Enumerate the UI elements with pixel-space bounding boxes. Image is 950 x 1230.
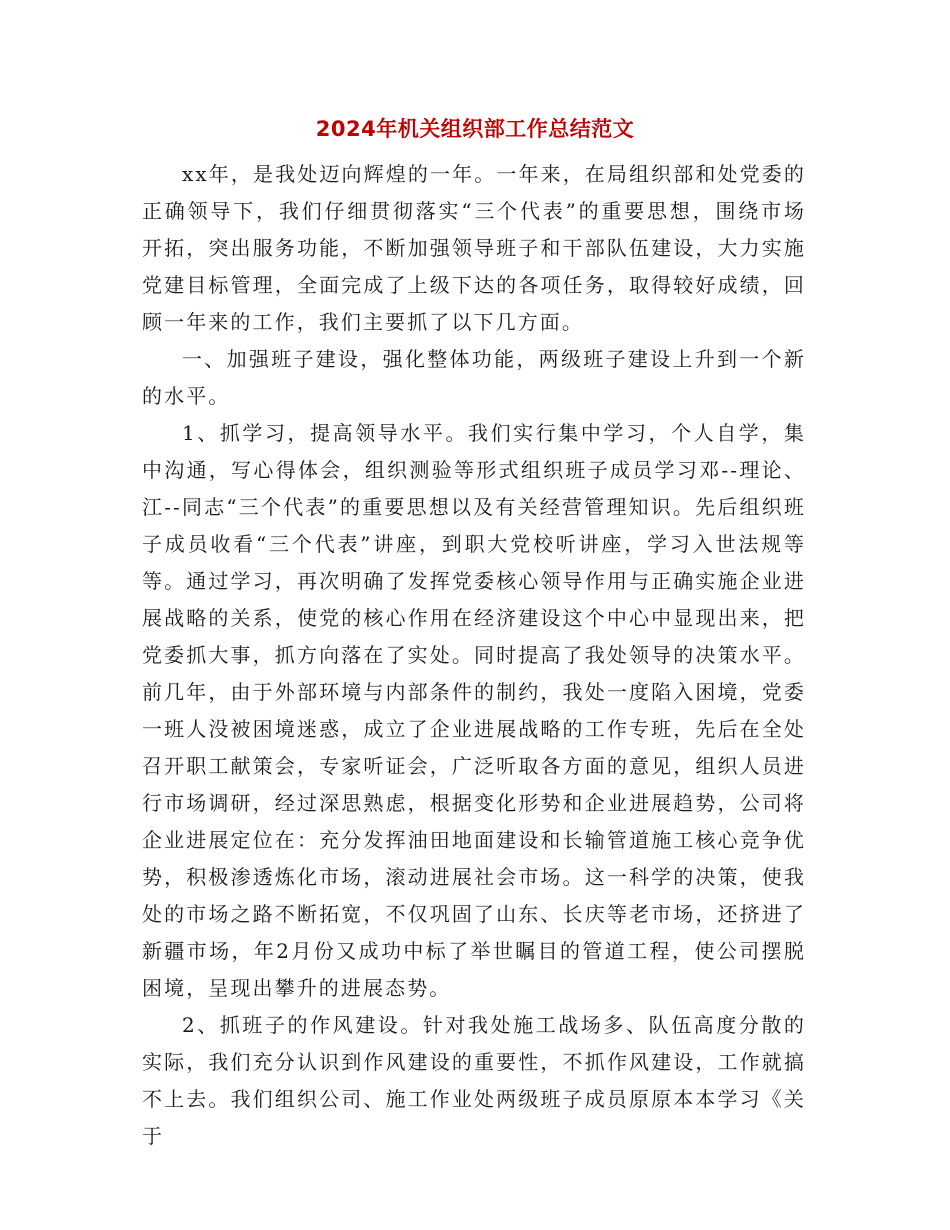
document-body — [142, 156, 806, 1155]
document-title: 2024年机关组织部工作总结范文 — [315, 117, 635, 141]
paragraph-study: 1、抓学习，提高领导水平。我们实行集中学习，个人自学，集中沟通，写心得体会，组织测验等形式组织班子成员学习邓--理论、江--同志“三个代表”的重要思想以及有关经营管理知识。先后组织班子成员收看“三个代表”讲座，到职大党校听讲座，学习入世法规等等。通过学习，再次明确了发挥党委核心领导作用与正确实施企业进展战略的关系，使党的核心作用在经济建设这个中心中显现出来，把党委抓大事，抓方向落在了实处。同时提高了我处领导的决策水平。前几年，由于外部环境与内部条件的制约，我处一度陷入困境，党委一班人没被困境迷惑，成立了企业进展战略的工作专班，先后在全处召开职工献策会，专家听证会，广泛听取各方面的意见，组织人员进行市场调研，经过深思熟虑，根据变化形势和企业进展趋势，公司将企业进展定位在：充分发挥油田地面建设和长输管道施工核心竞争优势，积极渗透炼化市场，滚动进展社会市场。这一科学的决策，使我处的市场之路不断拓宽，不仅巩固了山东、长庆等老市场，还挤进了新疆市场，年2月份又成功中标了举世瞩目的管道工程，使公司摆脱困境，呈现出攀升的进展态势。 — [142, 421, 806, 1000]
paragraph-work-style: 2、抓班子的作风建设。针对我处施工战场多、队伍高度分散的实际，我们充分认识到作风建设的重要性，不抓作风建设，工作就搞不上去。我们组织公司、施工作业处两级班子成员原原本本学习《关于 — [142, 1013, 806, 1148]
paragraph-section-heading: 一、加强班子建设，强化整体功能，两级班子建设上升到一个新的水平。 — [142, 347, 806, 408]
paragraph-intro: xx年，是我处迈向辉煌的一年。一年来，在局组织部和处党委的正确领导下，我们仔细贯彻落实“三个代表”的重要思想，围绕市场开拓，突出服务功能，不断加强领导班子和干部队伍建设，大力实施党建目标管理，全面完成了上级下达的各项任务，取得较好成绩，回顾一年来的工作，我们主要抓了以下几方面。 — [142, 162, 806, 334]
